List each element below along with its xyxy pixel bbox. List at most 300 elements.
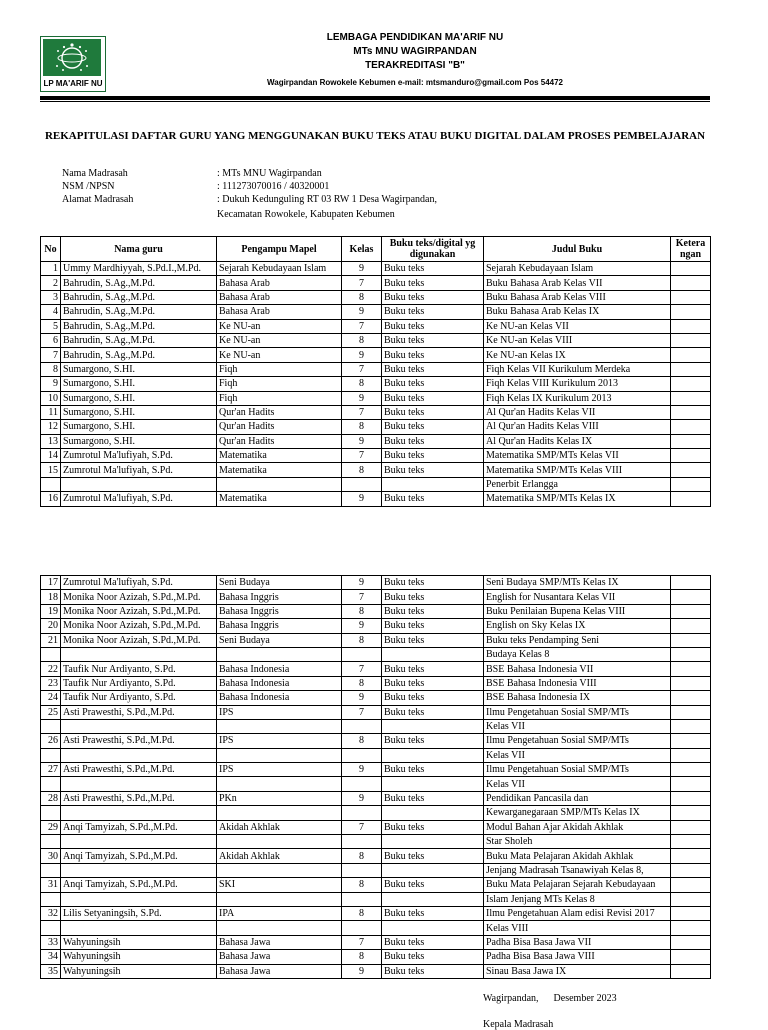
letterhead-thin-rule	[40, 101, 710, 102]
cell-judul-buku: Buku Bahasa Arab Kelas VIII	[484, 290, 671, 304]
cell-kelas	[342, 477, 382, 491]
cell-nama-guru	[61, 806, 217, 820]
cell-keterangan	[671, 377, 711, 391]
cell-buku	[382, 892, 484, 906]
cell-mapel: Matematika	[217, 463, 342, 477]
document-title: REKAPITULASI DAFTAR GURU YANG MENGGUNAKAN BUKU TEKS ATAU BUKU DIGITAL DALAM PROSES PEMBELAJARAN	[44, 130, 706, 142]
info-value: Kecamatan Rowokele, Kabupaten Kebumen	[217, 209, 395, 220]
cell-keterangan	[671, 835, 711, 849]
cell-mapel: Bahasa Jawa	[217, 935, 342, 949]
cell-no: 26	[41, 734, 61, 748]
cell-keterangan	[671, 921, 711, 935]
letterhead-line-1: LEMBAGA PENDIDIKAN MA'ARIF NU	[326, 32, 504, 43]
cell-keterangan	[671, 305, 711, 319]
cell-judul-buku: Ke NU-an Kelas VIII	[484, 333, 671, 347]
table-row	[41, 719, 711, 733]
cell-no	[41, 777, 61, 791]
signature-place-date: Wagirpandan, Desember 2023	[483, 993, 617, 1004]
cell-no	[41, 806, 61, 820]
cell-judul-buku: Kewarganegaraan SMP/MTs Kelas IX	[484, 806, 671, 820]
cell-mapel	[217, 777, 342, 791]
cell-nama-guru: Bahrudin, S.Ag.,M.Pd.	[61, 348, 217, 362]
cell-no: 2	[41, 276, 61, 290]
cell-keterangan	[671, 391, 711, 405]
cell-nama-guru: Wahyuningsih	[61, 935, 217, 949]
cell-no: 4	[41, 305, 61, 319]
header-buku-line1: Buku teks/digital yg	[389, 238, 476, 249]
table-row	[41, 333, 711, 347]
table-row	[41, 619, 711, 633]
cell-nama-guru: Zumrotul Ma'lufiyah, S.Pd.	[61, 492, 217, 506]
cell-mapel: Fiqh	[217, 391, 342, 405]
cell-buku	[382, 835, 484, 849]
cell-kelas: 8	[342, 633, 382, 647]
table-row	[41, 420, 711, 434]
cell-kelas: 9	[342, 691, 382, 705]
cell-mapel: Matematika	[217, 492, 342, 506]
cell-no: 10	[41, 391, 61, 405]
cell-mapel: Fiqh	[217, 362, 342, 376]
cell-nama-guru: Sumargono, S.HI.	[61, 377, 217, 391]
cell-no: 28	[41, 791, 61, 805]
cell-kelas: 9	[342, 434, 382, 448]
cell-nama-guru: Sumargono, S.HI.	[61, 391, 217, 405]
cell-nama-guru: Zumrotul Ma'lufiyah, S.Pd.	[61, 463, 217, 477]
table-row	[41, 849, 711, 863]
cell-mapel	[217, 748, 342, 762]
cell-no: 31	[41, 878, 61, 892]
table-row	[41, 492, 711, 506]
cell-keterangan	[671, 777, 711, 791]
cell-kelas: 9	[342, 348, 382, 362]
cell-kelas: 7	[342, 449, 382, 463]
cell-buku: Buku teks	[382, 262, 484, 276]
cell-buku: Buku teks	[382, 362, 484, 376]
cell-no: 5	[41, 319, 61, 333]
cell-no	[41, 892, 61, 906]
table-row	[41, 935, 711, 949]
cell-nama-guru: Monika Noor Azizah, S.Pd.,M.Pd.	[61, 590, 217, 604]
cell-judul-buku: Buku teks Pendamping Seni	[484, 633, 671, 647]
cell-no: 12	[41, 420, 61, 434]
cell-judul-buku: Kelas VII	[484, 748, 671, 762]
cell-buku: Buku teks	[382, 763, 484, 777]
cell-mapel: Seni Budaya	[217, 633, 342, 647]
cell-mapel	[217, 892, 342, 906]
cell-kelas: 8	[342, 377, 382, 391]
info-value: : Dukuh Kedunguling RT 03 RW 1 Desa Wagirpandan,	[217, 194, 437, 205]
table-row	[41, 878, 711, 892]
cell-no: 17	[41, 576, 61, 590]
cell-nama-guru: Sumargono, S.HI.	[61, 420, 217, 434]
cell-no: 22	[41, 662, 61, 676]
cell-mapel: Seni Budaya	[217, 576, 342, 590]
cell-keterangan	[671, 748, 711, 762]
info-label: NSM /NPSN	[62, 181, 115, 192]
cell-keterangan	[671, 806, 711, 820]
cell-keterangan	[671, 449, 711, 463]
cell-kelas: 8	[342, 734, 382, 748]
cell-keterangan	[671, 492, 711, 506]
cell-judul-buku: Buku Bahasa Arab Kelas IX	[484, 305, 671, 319]
cell-kelas: 7	[342, 405, 382, 419]
table-row	[41, 763, 711, 777]
cell-keterangan	[671, 604, 711, 618]
table-row	[41, 319, 711, 333]
cell-judul-buku: Al Qur'an Hadits Kelas IX	[484, 434, 671, 448]
table-row	[41, 921, 711, 935]
cell-keterangan	[671, 892, 711, 906]
cell-buku: Buku teks	[382, 319, 484, 333]
cell-kelas: 7	[342, 662, 382, 676]
table-row	[41, 604, 711, 618]
cell-keterangan	[671, 719, 711, 733]
cell-mapel	[217, 477, 342, 491]
header-ket-line1: Ketera	[675, 238, 706, 249]
table-row	[41, 290, 711, 304]
cell-kelas: 9	[342, 576, 382, 590]
cell-keterangan	[671, 333, 711, 347]
table-row	[41, 835, 711, 849]
cell-kelas: 9	[342, 763, 382, 777]
cell-no	[41, 863, 61, 877]
cell-judul-buku: BSE Bahasa Indonesia IX	[484, 691, 671, 705]
table-header-row	[41, 237, 711, 262]
cell-kelas: 7	[342, 590, 382, 604]
cell-keterangan	[671, 849, 711, 863]
cell-mapel	[217, 719, 342, 733]
info-value: : 111273070016 / 40320001	[217, 181, 330, 192]
cell-judul-buku: Ilmu Pengetahuan Sosial SMP/MTs	[484, 734, 671, 748]
cell-no: 30	[41, 849, 61, 863]
cell-judul-buku: Sinau Basa Jawa IX	[484, 964, 671, 978]
cell-kelas: 8	[342, 878, 382, 892]
cell-judul-buku: English on Sky Kelas IX	[484, 619, 671, 633]
nu-emblem-icon	[43, 39, 101, 76]
cell-no	[41, 719, 61, 733]
table-row	[41, 734, 711, 748]
header-judul-buku: Judul Buku	[484, 237, 671, 262]
cell-judul-buku: Modul Bahan Ajar Akidah Akhlak	[484, 820, 671, 834]
table-row	[41, 662, 711, 676]
cell-mapel: Akidah Akhlak	[217, 820, 342, 834]
lp-maarif-nu-logo	[40, 36, 106, 92]
cell-judul-buku: Star Sholeh	[484, 835, 671, 849]
cell-judul-buku: Buku Penilaian Bupena Kelas VIII	[484, 604, 671, 618]
cell-keterangan	[671, 477, 711, 491]
cell-kelas	[342, 748, 382, 762]
cell-mapel: IPS	[217, 705, 342, 719]
cell-kelas: 9	[342, 619, 382, 633]
cell-kelas: 9	[342, 262, 382, 276]
cell-buku: Buku teks	[382, 705, 484, 719]
cell-no: 27	[41, 763, 61, 777]
teacher-table-part-2	[40, 575, 711, 979]
cell-buku: Buku teks	[382, 691, 484, 705]
cell-judul-buku: Sejarah Kebudayaan Islam	[484, 262, 671, 276]
cell-no: 11	[41, 405, 61, 419]
table-row	[41, 820, 711, 834]
cell-nama-guru: Taufik Nur Ardiyanto, S.Pd.	[61, 676, 217, 690]
cell-kelas: 7	[342, 820, 382, 834]
info-label: Alamat Madrasah	[62, 194, 134, 205]
cell-nama-guru: Anqi Tamyizah, S.Pd.,M.Pd.	[61, 820, 217, 834]
info-value: : MTs MNU Wagirpandan	[217, 168, 322, 179]
cell-kelas: 8	[342, 420, 382, 434]
table-row	[41, 633, 711, 647]
table-row	[41, 863, 711, 877]
cell-no: 18	[41, 590, 61, 604]
cell-kelas: 7	[342, 362, 382, 376]
cell-keterangan	[671, 705, 711, 719]
cell-judul-buku: BSE Bahasa Indonesia VIII	[484, 676, 671, 690]
cell-mapel: Bahasa Indonesia	[217, 676, 342, 690]
cell-no: 9	[41, 377, 61, 391]
cell-kelas: 8	[342, 906, 382, 920]
cell-nama-guru: Monika Noor Azizah, S.Pd.,M.Pd.	[61, 633, 217, 647]
cell-nama-guru: Asti Prawesthi, S.Pd.,M.Pd.	[61, 763, 217, 777]
cell-buku: Buku teks	[382, 604, 484, 618]
cell-nama-guru: Taufik Nur Ardiyanto, S.Pd.	[61, 691, 217, 705]
cell-kelas: 9	[342, 492, 382, 506]
cell-mapel: Ke NU-an	[217, 348, 342, 362]
cell-no: 33	[41, 935, 61, 949]
cell-no: 25	[41, 705, 61, 719]
letterhead-line-3: TERAKREDITASI "B"	[365, 60, 465, 71]
cell-keterangan	[671, 420, 711, 434]
cell-mapel: Fiqh	[217, 377, 342, 391]
cell-no: 16	[41, 492, 61, 506]
cell-nama-guru: Bahrudin, S.Ag.,M.Pd.	[61, 290, 217, 304]
cell-judul-buku: Ke NU-an Kelas IX	[484, 348, 671, 362]
cell-mapel: Ke NU-an	[217, 319, 342, 333]
cell-mapel: Matematika	[217, 449, 342, 463]
table-row	[41, 906, 711, 920]
cell-buku: Buku teks	[382, 405, 484, 419]
cell-kelas	[342, 863, 382, 877]
cell-buku: Buku teks	[382, 676, 484, 690]
table-row	[41, 647, 711, 661]
cell-kelas: 8	[342, 604, 382, 618]
cell-judul-buku: Padha Bisa Basa Jawa VII	[484, 935, 671, 949]
cell-buku: Buku teks	[382, 290, 484, 304]
cell-nama-guru: Asti Prawesthi, S.Pd.,M.Pd.	[61, 791, 217, 805]
cell-buku: Buku teks	[382, 619, 484, 633]
cell-kelas	[342, 719, 382, 733]
cell-keterangan	[671, 647, 711, 661]
cell-keterangan	[671, 619, 711, 633]
cell-buku	[382, 863, 484, 877]
cell-buku: Buku teks	[382, 420, 484, 434]
cell-keterangan	[671, 290, 711, 304]
cell-buku	[382, 647, 484, 661]
cell-kelas: 9	[342, 964, 382, 978]
cell-judul-buku: Matematika SMP/MTs Kelas VII	[484, 449, 671, 463]
header-buku	[382, 237, 484, 262]
cell-buku: Buku teks	[382, 906, 484, 920]
cell-no: 29	[41, 820, 61, 834]
cell-mapel: IPS	[217, 734, 342, 748]
cell-nama-guru: Anqi Tamyizah, S.Pd.,M.Pd.	[61, 878, 217, 892]
cell-keterangan	[671, 590, 711, 604]
cell-nama-guru: Monika Noor Azizah, S.Pd.,M.Pd.	[61, 604, 217, 618]
table-row	[41, 348, 711, 362]
cell-buku	[382, 921, 484, 935]
cell-kelas	[342, 777, 382, 791]
cell-kelas: 7	[342, 276, 382, 290]
signature-role: Kepala Madrasah	[483, 1019, 554, 1030]
cell-keterangan	[671, 878, 711, 892]
cell-mapel: PKn	[217, 791, 342, 805]
cell-judul-buku: Buku Bahasa Arab Kelas VII	[484, 276, 671, 290]
cell-nama-guru: Anqi Tamyizah, S.Pd.,M.Pd.	[61, 849, 217, 863]
cell-mapel: Bahasa Arab	[217, 276, 342, 290]
cell-nama-guru: Bahrudin, S.Ag.,M.Pd.	[61, 333, 217, 347]
cell-buku	[382, 777, 484, 791]
cell-mapel: Bahasa Indonesia	[217, 662, 342, 676]
table-row	[41, 362, 711, 376]
cell-judul-buku: Ke NU-an Kelas VII	[484, 319, 671, 333]
header-pengampu-mapel: Pengampu Mapel	[217, 237, 342, 262]
cell-kelas: 9	[342, 391, 382, 405]
cell-keterangan	[671, 935, 711, 949]
cell-judul-buku: Al Qur'an Hadits Kelas VII	[484, 405, 671, 419]
cell-judul-buku: Fiqh Kelas IX Kurikulum 2013	[484, 391, 671, 405]
cell-kelas: 7	[342, 319, 382, 333]
cell-keterangan	[671, 463, 711, 477]
cell-buku: Buku teks	[382, 878, 484, 892]
cell-judul-buku: Al Qur'an Hadits Kelas VIII	[484, 420, 671, 434]
cell-buku: Buku teks	[382, 449, 484, 463]
cell-buku: Buku teks	[382, 849, 484, 863]
cell-no	[41, 647, 61, 661]
cell-nama-guru: Lilis Setyaningsih, S.Pd.	[61, 906, 217, 920]
cell-buku: Buku teks	[382, 576, 484, 590]
cell-keterangan	[671, 662, 711, 676]
cell-judul-buku: Penerbit Erlangga	[484, 477, 671, 491]
cell-keterangan	[671, 691, 711, 705]
cell-no	[41, 748, 61, 762]
cell-no: 34	[41, 950, 61, 964]
cell-mapel	[217, 835, 342, 849]
cell-no: 15	[41, 463, 61, 477]
table-row	[41, 964, 711, 978]
cell-mapel: Akidah Akhlak	[217, 849, 342, 863]
cell-judul-buku: Pendidikan Pancasila dan	[484, 791, 671, 805]
cell-keterangan	[671, 276, 711, 290]
cell-buku: Buku teks	[382, 791, 484, 805]
cell-mapel: Bahasa Inggris	[217, 590, 342, 604]
table-row	[41, 449, 711, 463]
cell-keterangan	[671, 734, 711, 748]
cell-buku	[382, 477, 484, 491]
header-no: No	[41, 237, 61, 262]
cell-mapel	[217, 863, 342, 877]
cell-no: 35	[41, 964, 61, 978]
table-row	[41, 477, 711, 491]
header-keterangan	[671, 237, 711, 262]
table-row	[41, 791, 711, 805]
cell-kelas: 8	[342, 333, 382, 347]
cell-nama-guru	[61, 835, 217, 849]
header-kelas: Kelas	[342, 237, 382, 262]
cell-judul-buku: Matematika SMP/MTs Kelas IX	[484, 492, 671, 506]
cell-keterangan	[671, 405, 711, 419]
table-row	[41, 892, 711, 906]
cell-no	[41, 477, 61, 491]
cell-nama-guru: Bahrudin, S.Ag.,M.Pd.	[61, 319, 217, 333]
cell-no: 19	[41, 604, 61, 618]
table-row	[41, 434, 711, 448]
cell-mapel: IPA	[217, 906, 342, 920]
cell-judul-buku: English for Nusantara Kelas VII	[484, 590, 671, 604]
cell-judul-buku: Fiqh Kelas VIII Kurikulum 2013	[484, 377, 671, 391]
cell-no: 3	[41, 290, 61, 304]
cell-mapel: Bahasa Arab	[217, 305, 342, 319]
letterhead-address: Wagirpandan Rowokele Kebumen e-mail: mtsmanduro@gmail.com Pos 54472	[266, 78, 564, 87]
cell-kelas: 8	[342, 676, 382, 690]
cell-no: 21	[41, 633, 61, 647]
cell-mapel: Bahasa Arab	[217, 290, 342, 304]
cell-keterangan	[671, 964, 711, 978]
cell-judul-buku: BSE Bahasa Indonesia VII	[484, 662, 671, 676]
cell-buku	[382, 806, 484, 820]
cell-judul-buku: Budaya Kelas 8	[484, 647, 671, 661]
cell-kelas: 9	[342, 305, 382, 319]
cell-kelas	[342, 835, 382, 849]
cell-mapel: Qur'an Hadits	[217, 405, 342, 419]
cell-judul-buku: Jenjang Madrasah Tsanawiyah Kelas 8,	[484, 863, 671, 877]
cell-mapel: Bahasa Inggris	[217, 619, 342, 633]
cell-mapel: Ke NU-an	[217, 333, 342, 347]
cell-buku: Buku teks	[382, 377, 484, 391]
cell-buku	[382, 719, 484, 733]
table-row	[41, 405, 711, 419]
cell-judul-buku: Kelas VII	[484, 777, 671, 791]
cell-buku: Buku teks	[382, 820, 484, 834]
cell-judul-buku: Buku Mata Pelajaran Akidah Akhlak	[484, 849, 671, 863]
cell-kelas: 7	[342, 705, 382, 719]
cell-no: 20	[41, 619, 61, 633]
cell-kelas	[342, 806, 382, 820]
cell-no: 8	[41, 362, 61, 376]
cell-no: 14	[41, 449, 61, 463]
cell-nama-guru: Bahrudin, S.Ag.,M.Pd.	[61, 305, 217, 319]
cell-kelas: 7	[342, 935, 382, 949]
table-row	[41, 806, 711, 820]
cell-judul-buku: Islam Jenjang MTs Kelas 8	[484, 892, 671, 906]
cell-judul-buku: Fiqh Kelas VII Kurikulum Merdeka	[484, 362, 671, 376]
cell-buku: Buku teks	[382, 662, 484, 676]
table-row	[41, 276, 711, 290]
cell-kelas	[342, 647, 382, 661]
cell-nama-guru: Monika Noor Azizah, S.Pd.,M.Pd.	[61, 619, 217, 633]
cell-buku: Buku teks	[382, 348, 484, 362]
cell-mapel: Qur'an Hadits	[217, 434, 342, 448]
cell-buku	[382, 748, 484, 762]
cell-kelas: 8	[342, 463, 382, 477]
cell-keterangan	[671, 262, 711, 276]
cell-nama-guru: Zumrotul Ma'lufiyah, S.Pd.	[61, 576, 217, 590]
cell-buku: Buku teks	[382, 633, 484, 647]
cell-keterangan	[671, 791, 711, 805]
cell-keterangan	[671, 820, 711, 834]
table-row	[41, 391, 711, 405]
cell-keterangan	[671, 676, 711, 690]
table-row	[41, 705, 711, 719]
cell-keterangan	[671, 434, 711, 448]
table-row	[41, 590, 711, 604]
